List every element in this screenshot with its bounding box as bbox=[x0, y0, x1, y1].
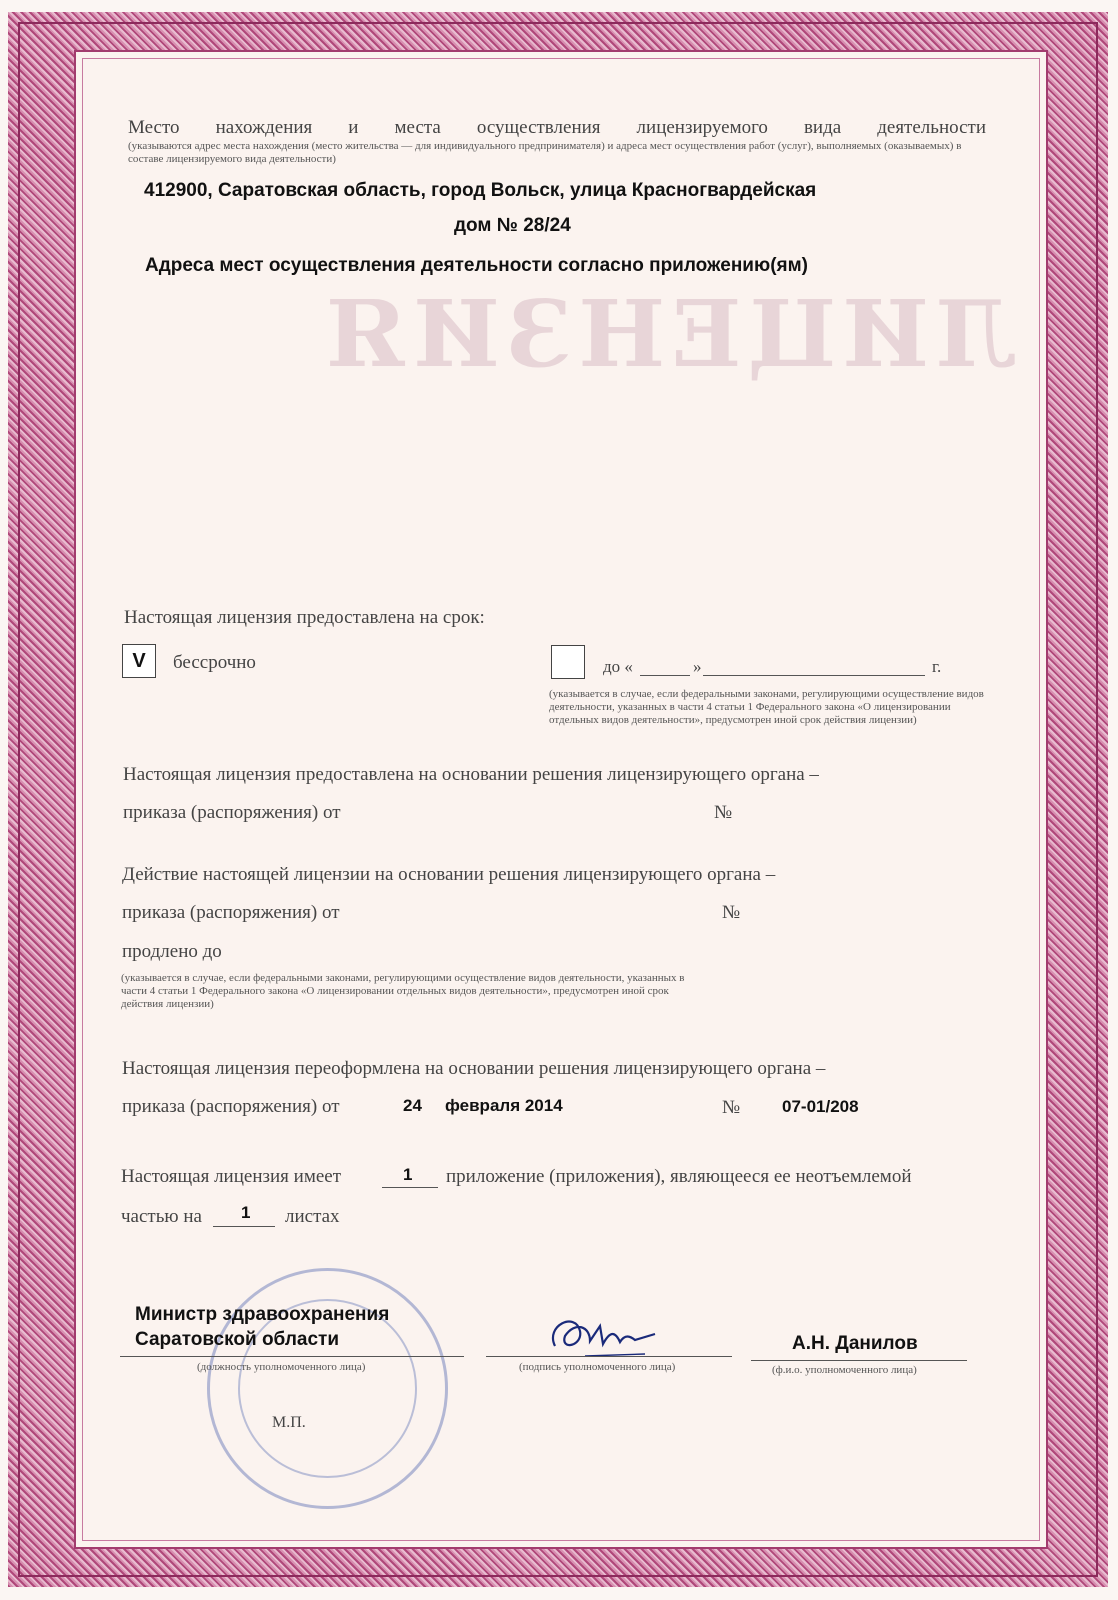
until-mid: » bbox=[693, 657, 702, 676]
annex-suffix: приложение (приложения), являющееся ее неотъемлемой bbox=[446, 1166, 912, 1187]
indefinite-checkbox[interactable]: V bbox=[122, 644, 156, 678]
position-caption: (должность уполномоченного лица) bbox=[197, 1361, 366, 1373]
position-line-2: Саратовской области bbox=[135, 1329, 340, 1350]
annex-part-prefix: частью на bbox=[121, 1206, 202, 1227]
until-date-checkbox[interactable] bbox=[551, 645, 585, 679]
reissue-day: 24 bbox=[403, 1096, 422, 1115]
position-line-1: Министр здравоохранения bbox=[135, 1304, 390, 1325]
until-day-field[interactable] bbox=[640, 675, 690, 676]
extension-number-sign: № bbox=[722, 902, 741, 923]
location-heading: Место нахождения и места осуществления лицензируемого вида деятельности bbox=[128, 117, 986, 138]
background-watermark: ЛИЦЕНЗИЯ bbox=[320, 280, 1017, 388]
extension-note: (указывается в случае, если федеральными законами, регулирующими осуществление видов деятельности, указанных в части 4 статьи 1 Федерального закона «О лицензировании отдельных видов деятельности», предусмотрен иной срок действия лицензии) bbox=[121, 972, 685, 1010]
indefinite-label: бессрочно bbox=[173, 652, 256, 673]
until-note: (указывается в случае, если федеральными законами, регулирующими осуществление видов деятельности, указанных в части 4 статьи 1 Федерального закона «О лицензировании отдельных видов деятельности», предусмотрен иной срок действия лицензии) bbox=[549, 688, 984, 726]
extension-line-1: Действие настоящей лицензии на основании решения лицензирующего органа – bbox=[122, 864, 776, 885]
seal-label: М.П. bbox=[272, 1414, 306, 1431]
position-underline bbox=[120, 1356, 464, 1357]
until-suffix: г. bbox=[932, 657, 942, 676]
name-underline bbox=[751, 1360, 967, 1361]
until-prefix: до « bbox=[603, 657, 633, 676]
annex-prefix: Настоящая лицензия имеет bbox=[121, 1166, 342, 1187]
address-line-2: дом № 28/24 bbox=[454, 215, 571, 236]
places-line: Адреса мест осуществления деятельности согласно приложению(ям) bbox=[145, 255, 808, 276]
location-note: (указываются адрес места нахождения (место жительства — для индивидуального предпринимателя) и адреса мест осуществления работ (услуг), выполняемых (оказываемых) в составе лицензируемого вида деятельности) bbox=[128, 140, 962, 165]
annex-sheets: 1 bbox=[241, 1203, 251, 1222]
basis-line-1: Настоящая лицензия предоставлена на основании решения лицензирующего органа – bbox=[123, 764, 819, 785]
reissue-line-2: приказа (распоряжения) от bbox=[122, 1096, 340, 1117]
until-month-field[interactable] bbox=[703, 675, 925, 676]
annex-count-field bbox=[382, 1187, 438, 1188]
address-line-1: 412900, Саратовская область, город Вольск, улица Красногвардейская bbox=[144, 180, 817, 201]
extension-line-2: приказа (распоряжения) от bbox=[122, 902, 340, 923]
signature-underline bbox=[486, 1356, 732, 1357]
extension-line-3: продлено до bbox=[122, 941, 222, 962]
basis-number-sign: № bbox=[714, 802, 733, 823]
reissue-number-sign: № bbox=[722, 1097, 741, 1118]
signatory-name: А.Н. Данилов bbox=[792, 1333, 918, 1354]
annex-sheets-suffix: листах bbox=[285, 1206, 340, 1227]
reissue-month-year: февраля 2014 bbox=[445, 1096, 563, 1115]
reissue-number: 07-01/208 bbox=[782, 1097, 859, 1116]
handwritten-signature bbox=[545, 1306, 665, 1366]
signature-caption: (подпись уполномоченного лица) bbox=[519, 1361, 676, 1373]
term-heading: Настоящая лицензия предоставлена на срок: bbox=[124, 607, 485, 628]
reissue-line-1: Настоящая лицензия переоформлена на основании решения лицензирующего органа – bbox=[122, 1058, 826, 1079]
annex-count: 1 bbox=[403, 1165, 413, 1184]
name-caption: (ф.и.о. уполномоченного лица) bbox=[772, 1364, 917, 1376]
basis-line-2: приказа (распоряжения) от bbox=[123, 802, 341, 823]
annex-sheets-field bbox=[213, 1226, 275, 1227]
